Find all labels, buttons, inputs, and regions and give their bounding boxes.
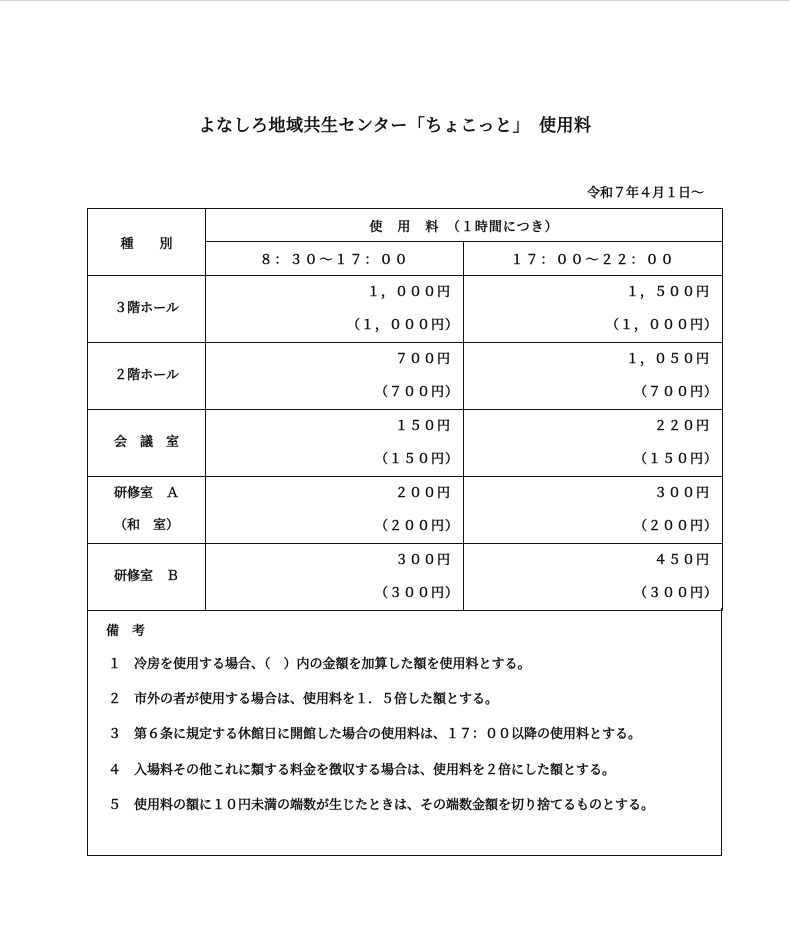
fee-value: １，０００円: [366, 285, 451, 300]
period-header-night: １７：００～２２：００: [464, 242, 723, 276]
room-name: 研修室 Ａ （和 室）: [88, 477, 206, 544]
document-title: よなしろ地域共生センター「ちょこっと」 使用料: [198, 116, 592, 136]
notes-section: [87, 608, 722, 856]
room-name: ３階ホール: [88, 276, 206, 343]
ac-fee-value: （３００円）: [374, 586, 459, 601]
ac-fee-value: （７００円）: [633, 385, 718, 400]
period-header-day: ８：３０～１７：００: [206, 242, 464, 276]
fee-cell-night: [464, 477, 723, 544]
ac-fee-value: （２００円）: [633, 519, 718, 534]
table-row: [88, 410, 723, 477]
fee-cell-night: [464, 276, 723, 343]
room-name: ２階ホール: [88, 343, 206, 410]
type-header: 種 別: [88, 209, 206, 276]
fee-value: ３００円: [394, 553, 451, 568]
ac-fee-value: （７００円）: [374, 385, 459, 400]
table-row: [88, 276, 723, 343]
fee-value: ４５０円: [653, 553, 710, 568]
fee-value: １，５００円: [625, 285, 710, 300]
fee-value: ７００円: [394, 352, 451, 367]
ac-fee-value: （１，０００円）: [346, 318, 459, 333]
fee-value: ２２０円: [653, 419, 710, 434]
table-row: [88, 544, 723, 611]
fee-value: １，０５０円: [625, 352, 710, 367]
fee-cell-night: [464, 410, 723, 477]
fee-table: [87, 208, 723, 611]
ac-fee-value: （１５０円）: [374, 452, 459, 467]
fee-cell-day: [206, 544, 464, 611]
table-row: [88, 477, 723, 544]
effective-date: 令和７年４月１日～: [586, 186, 704, 201]
ac-fee-value: （１，０００円）: [605, 318, 718, 333]
fee-value: １５０円: [394, 419, 451, 434]
ac-fee-value: （３００円）: [633, 586, 718, 601]
fee-header: 使 用 料 （１時間につき）: [206, 209, 723, 242]
page-top-border: [0, 0, 790, 1]
fee-cell-day: [206, 477, 464, 544]
fee-value: ３００円: [653, 486, 710, 501]
room-name: 会 議 室: [88, 410, 206, 477]
notes-title: 備 考: [106, 624, 146, 639]
fee-cell-night: [464, 544, 723, 611]
note-item: ２ 市外の者が使用する場合は、使用料を１．５倍した額とする。: [108, 692, 499, 707]
fee-cell-day: [206, 410, 464, 477]
fee-value: ２００円: [394, 486, 451, 501]
ac-fee-value: （２００円）: [374, 519, 459, 534]
fee-cell-night: [464, 343, 723, 410]
note-item: ４ 入場料その他これに類する料金を徴収する場合は、使用料を２倍にした額とする。: [108, 763, 616, 778]
note-item: ３ 第６条に規定する休館日に開館した場合の使用料は、１７：００以降の使用料とする。: [108, 727, 642, 742]
fee-cell-day: [206, 276, 464, 343]
table-row: [88, 343, 723, 410]
ac-fee-value: （１５０円）: [633, 452, 718, 467]
room-name: 研修室 Ｂ: [88, 544, 206, 611]
note-item: １ 冷房を使用する場合、（ ）内の金額を加算した額を使用料とする。: [108, 657, 531, 672]
note-item: ５ 使用料の額に１０円未満の端数が生じたときは、その端数金額を切り捨てるものとする。: [108, 798, 655, 813]
fee-cell-day: [206, 343, 464, 410]
